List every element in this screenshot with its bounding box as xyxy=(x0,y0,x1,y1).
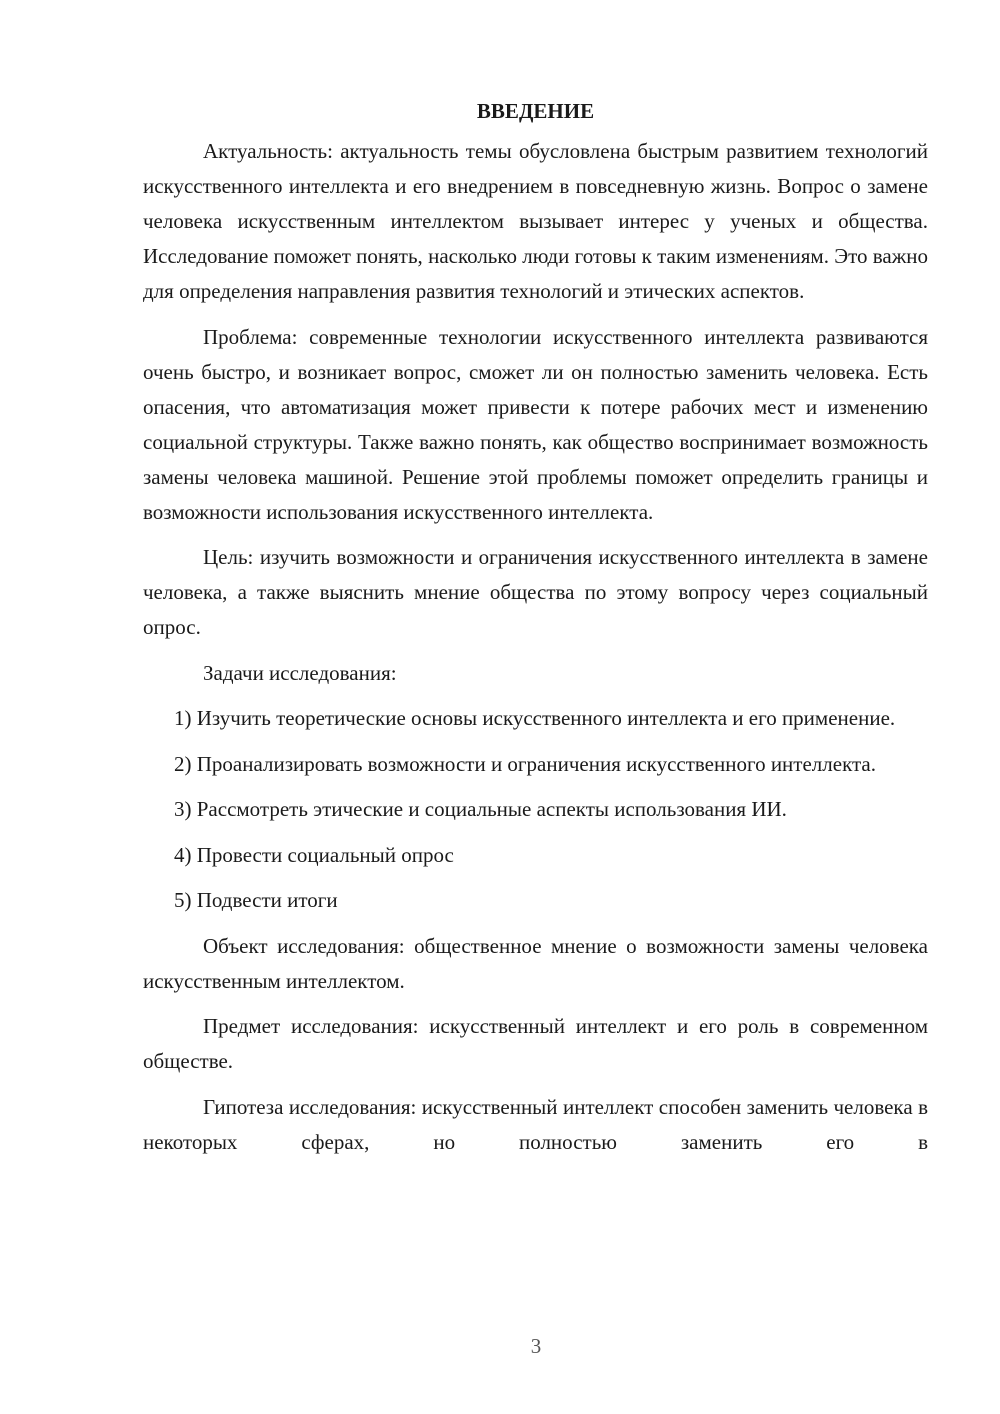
document-body xyxy=(143,96,928,1170)
paragraph-relevance: Актуальность: актуальность темы обусловлена быстрым развитием технологий искусственного интеллекта и его внедрением в повседневную жизнь. Вопрос о замене человека искусственным интеллектом вызывает интерес у ученых и общества. Исследование поможет понять, насколько люди готовы к таким изменениям. Это важно для определения направления развития технологий и этических аспектов. xyxy=(143,139,928,303)
paragraph-hypothesis: Гипотеза исследования: искусственный интеллект способен заменить человека в некоторых сферах, но полностью заменить его в xyxy=(143,1094,928,1154)
paragraph-object: Объект исследования: общественное мнение о возможности замены человека искусственным интеллектом. xyxy=(143,933,928,993)
paragraph-problem: Проблема: современные технологии искусственного интеллекта развиваются очень быстро, и возникает вопрос, сможет ли он полностью заменить человека. Есть опасения, что автоматизация может привести к потере рабочих мест и изменению социальной структуры. Также важно понять, как общество воспринимает возможность замены человека машиной. Решение этой проблемы поможет определить границы и возможности использования искусственного интеллекта. xyxy=(143,324,928,524)
task-item-2: 2) Проанализировать возможности и ограничения искусственного интеллекта. xyxy=(174,751,877,776)
task-item-1: 1) Изучить теоретические основы искусственного интеллекта и его применение. xyxy=(174,706,896,730)
task-item-5: 5) Подвести итоги xyxy=(174,888,338,912)
section-title: ВВЕДЕНИЕ xyxy=(476,99,595,123)
paragraph-tasks-heading: Задачи исследования: xyxy=(203,660,397,685)
paragraph-goal: Цель: изучить возможности и ограничения искусственного интеллекта в замене человека, а также выяснить мнение общества по этому вопросу через социальный опрос. xyxy=(143,545,928,639)
task-item-4: 4) Провести социальный опрос xyxy=(174,842,454,867)
task-item-3: 3) Рассмотреть этические и социальные аспекты использования ИИ. xyxy=(174,797,787,821)
paragraph-subject: Предмет исследования: искусственный интеллект и его роль в современном обществе. xyxy=(143,1014,928,1073)
page-number: 3 xyxy=(530,1334,542,1358)
